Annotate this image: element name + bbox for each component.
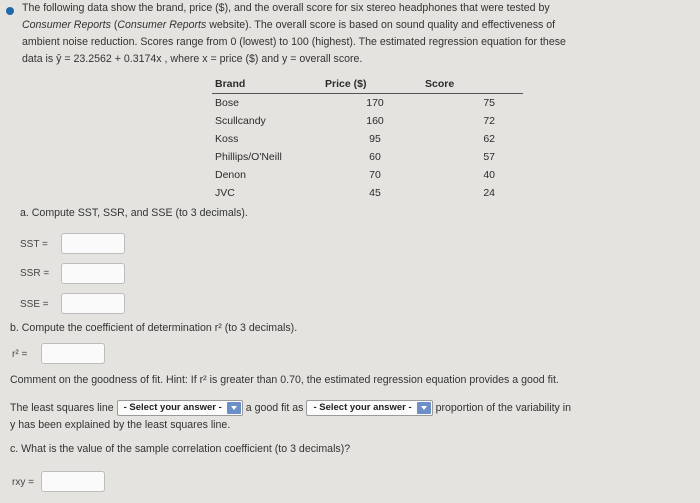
source-name: Consumer Reports xyxy=(22,19,111,31)
cell-brand: Koss xyxy=(215,133,239,145)
ls-text-d: y has been explained by the least squares line. xyxy=(10,419,231,431)
sst-input[interactable] xyxy=(61,233,125,254)
cell-price: 60 xyxy=(369,151,381,163)
table-row xyxy=(212,112,523,130)
sse-label: SSE = xyxy=(20,299,49,310)
cell-price: 160 xyxy=(366,115,384,127)
chevron-down-icon[interactable] xyxy=(227,402,241,414)
r2-label: r² = xyxy=(12,349,28,360)
cell-price: 70 xyxy=(369,169,381,181)
ls-text-b: a good fit as xyxy=(245,401,304,414)
cell-brand: Scullcandy xyxy=(215,115,266,127)
least-squares-sentence xyxy=(10,400,571,416)
ls-text-c: proportion of the variability in xyxy=(435,401,572,414)
ls-text-a: The least squares line xyxy=(10,401,114,414)
table-row xyxy=(212,148,523,166)
header-price: Price ($) xyxy=(325,78,425,94)
part-a-question: a. Compute SST, SSR, and SSE (to 3 decimals). xyxy=(20,207,248,219)
problem-intro xyxy=(22,0,672,68)
intro-line-2-rest: website). The overall score is based on sound quality and effectiveness of xyxy=(206,19,556,31)
table-row xyxy=(212,166,523,184)
part-b-question: b. Compute the coefficient of determination r² (to 3 decimals). xyxy=(10,322,298,334)
cell-brand: Denon xyxy=(215,169,246,181)
cell-score: 57 xyxy=(483,151,495,163)
table-header-row xyxy=(212,78,523,94)
table-row xyxy=(212,130,523,148)
fit-select-value: - Select your answer - xyxy=(123,402,222,413)
intro-line-1: The following data show the brand, price ($), and the overall score for six stereo headphones that were tested by xyxy=(22,2,550,14)
intro-line-3: ambient noise reduction. Scores range from 0 (lowest) to 100 (highest). The estimated regression equation for these xyxy=(22,36,566,48)
cell-score: 72 xyxy=(483,115,495,127)
intro-line-4: data is ŷ = 23.2562 + 0.3174x , where x = price ($) and y = overall score. xyxy=(22,53,363,65)
cell-price: 170 xyxy=(366,97,384,109)
part-c-question: c. What is the value of the sample correlation coefficient (to 3 decimals)? xyxy=(10,443,351,455)
proportion-select[interactable] xyxy=(306,400,432,416)
r2-input[interactable] xyxy=(41,343,105,364)
cell-brand: JVC xyxy=(215,187,235,199)
cell-score: 62 xyxy=(483,133,495,145)
chevron-down-icon[interactable] xyxy=(417,402,431,414)
source-website: Consumer Reports xyxy=(117,19,207,31)
cell-price: 45 xyxy=(369,187,381,199)
cell-brand: Bose xyxy=(215,97,239,109)
cell-score: 24 xyxy=(483,187,495,199)
sse-input[interactable] xyxy=(61,293,125,314)
table-row xyxy=(212,94,523,113)
sst-label: SST = xyxy=(20,239,48,250)
proportion-select-value: - Select your answer - xyxy=(313,402,412,413)
header-score: Score xyxy=(425,78,523,94)
cell-score: 40 xyxy=(483,169,495,181)
intro-paren: ( xyxy=(110,19,118,31)
goodness-of-fit-hint: Comment on the goodness of fit. Hint: If r² is greater than 0.70, the estimated regression equation provides a good fit. xyxy=(10,374,559,386)
cell-price: 95 xyxy=(369,133,381,145)
cell-score: 75 xyxy=(483,97,495,109)
bullet-icon xyxy=(6,7,14,15)
cell-brand: Phillips/O'Neill xyxy=(215,151,282,163)
rxy-label: rxy = xyxy=(12,477,34,488)
fit-select[interactable] xyxy=(117,400,243,416)
rxy-input[interactable] xyxy=(41,471,105,492)
ssr-input[interactable] xyxy=(61,263,125,284)
table-row xyxy=(212,184,523,202)
headphones-table xyxy=(212,78,523,202)
ssr-label: SSR = xyxy=(20,268,50,279)
intro-line-2 xyxy=(22,17,672,34)
header-brand: Brand xyxy=(212,78,325,94)
